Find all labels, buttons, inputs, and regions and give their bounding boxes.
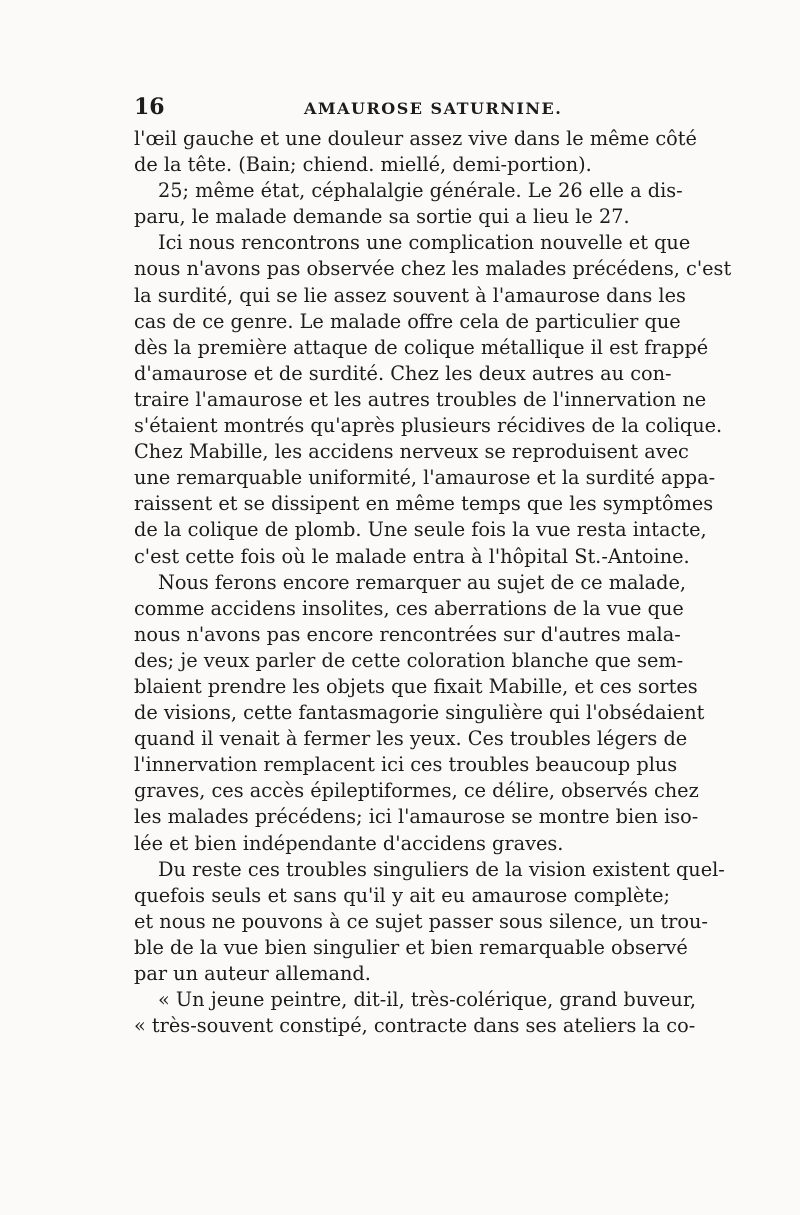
text-line: nous n'avons pas encore rencontrées sur d'autres mala- — [134, 622, 681, 646]
text-line: c'est cette fois où le malade entra à l'hôpital St.-Antoine. — [134, 544, 690, 568]
text-line: d'amaurose et de surdité. Chez les deux autres au con- — [134, 361, 672, 385]
text-line: Ici nous rencontrons une complication nouvelle et que — [158, 231, 691, 255]
text-line: des; je veux parler de cette coloration blanche que sem- — [134, 648, 684, 672]
text-line: graves, ces accès épileptiformes, ce délire, observés chez — [134, 779, 699, 803]
text-line: comme accidens insolites, ces aberrations de la vue que — [134, 596, 684, 620]
text-line: « très-souvent constipé, contracte dans ses ateliers la co- — [134, 1014, 696, 1038]
text-line: les malades précédens; ici l'amaurose se montre bien iso- — [134, 805, 699, 829]
text-line: par un auteur allemand. — [134, 962, 371, 985]
page-number: 16 — [134, 94, 165, 120]
text-line: paru, le malade demande sa sortie qui a lieu le 27. — [134, 205, 630, 229]
text-line: nous n'avons pas observée chez les malades précédens, c'est — [134, 257, 732, 281]
text-line: raissent et se dissipent en même temps que les symptômes — [134, 492, 714, 516]
text-line: ble de la vue bien singulier et bien remarquable observé — [134, 935, 688, 959]
text-line: Nous ferons encore remarquer au sujet de ce malade, — [158, 570, 687, 594]
text-line: l'innervation remplacent ici ces troubles beaucoup plus — [134, 753, 678, 777]
text-line: 25; même état, céphalalgie générale. Le 26 elle a dis- — [158, 179, 683, 203]
text-line: la surdité, qui se lie assez souvent à l'amaurose dans les — [134, 283, 686, 307]
text-line: traire l'amaurose et les autres troubles de l'innervation ne — [134, 387, 707, 411]
page-header — [134, 94, 670, 120]
text-line: quefois seuls et sans qu'il y ait eu amaurose complète; — [134, 883, 670, 907]
text-line: de la tête. (Bain; chiend. miellé, demi-portion). — [134, 153, 592, 177]
text-line: blaient prendre les objets que fixait Mabille, et ces sortes — [134, 674, 698, 698]
text-line: quand il venait à fermer les yeux. Ces troubles légers de — [134, 727, 688, 751]
text-line: et nous ne pouvons à ce sujet passer sous silence, un trou- — [134, 909, 708, 933]
text-line: Du reste ces troubles singuliers de la vision existent quel- — [158, 857, 725, 881]
text-line: lée et bien indépendante d'accidens graves. — [134, 831, 564, 855]
text-line: l'œil gauche et une douleur assez vive dans le même côté — [134, 127, 697, 150]
text-line: s'étaient montrés qu'après plusieurs récidives de la colique. — [134, 414, 723, 438]
text-line: dès la première attaque de colique métallique il est frappé — [134, 335, 709, 359]
text-line: une remarquable uniformité, l'amaurose et la surdité appa- — [134, 466, 716, 490]
text-line: cas de ce genre. Le malade offre cela de particulier que — [134, 309, 681, 333]
text-line: « Un jeune peintre, dit-il, très-colérique, grand buveur, — [158, 988, 697, 1012]
running-title: AMAUROSE SATURNINE. — [304, 99, 563, 118]
text-line: de la colique de plomb. Une seule fois la vue resta intacte, — [134, 518, 707, 542]
body-text — [134, 126, 732, 1039]
text-line: Chez Mabille, les accidens nerveux se reproduisent avec — [134, 440, 689, 464]
text-line: de visions, cette fantasmagorie singulière qui l'obsédaient — [134, 701, 705, 725]
